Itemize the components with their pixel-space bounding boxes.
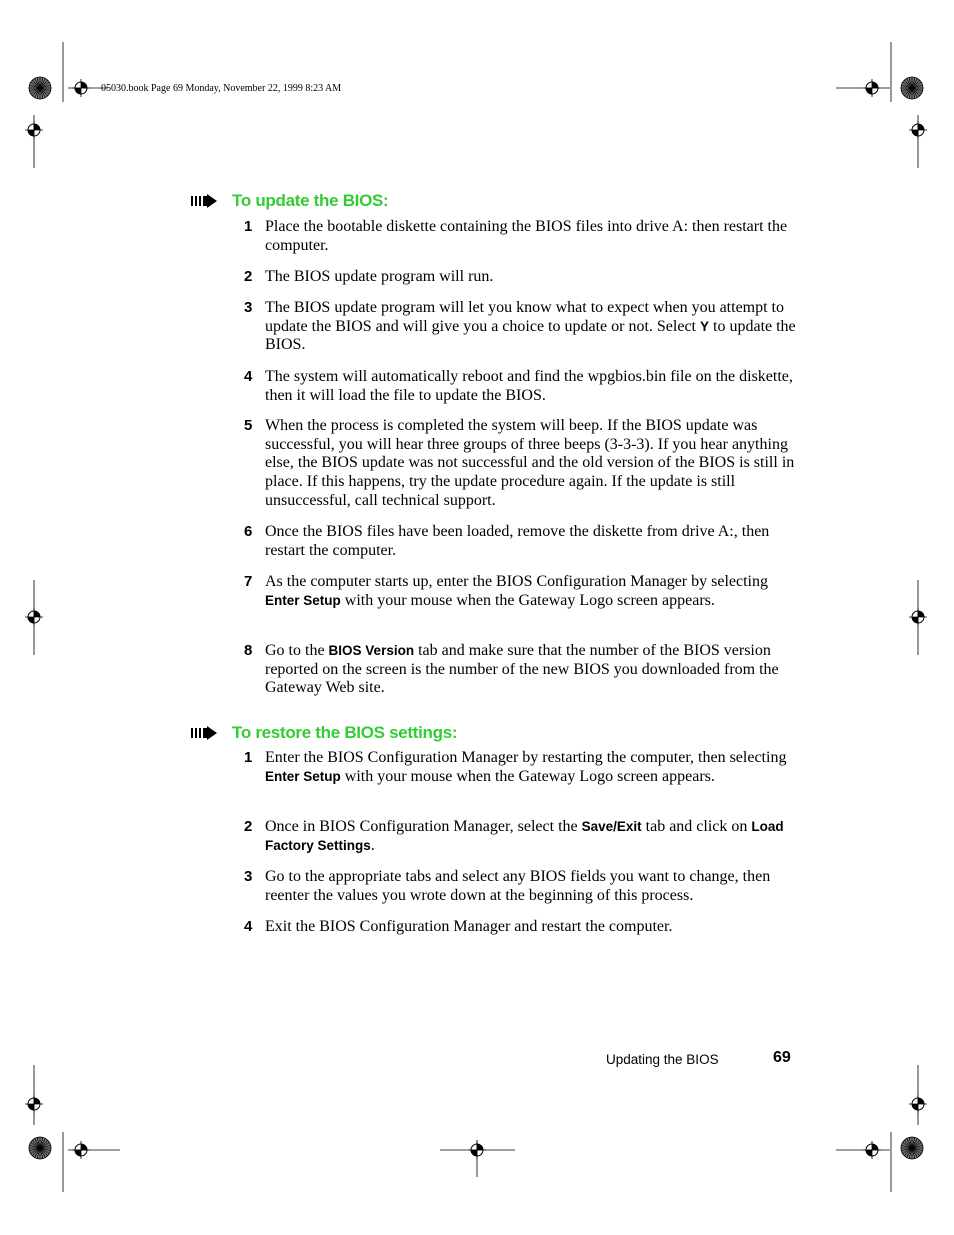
list-item (244, 818, 804, 855)
list-item (244, 868, 804, 905)
list-item (244, 642, 804, 698)
ui-term: Y (700, 318, 710, 334)
crosshair-icon (909, 1095, 927, 1113)
starburst-icon (901, 1137, 923, 1159)
step-number: 2 (244, 818, 253, 835)
section-title-update-bios: To update the BIOS: (232, 191, 389, 210)
step-number: 4 (244, 918, 253, 935)
ui-term: Load Factory Settings (265, 819, 784, 853)
ui-term: Save/Exit (581, 819, 642, 834)
step-text: The BIOS update program will run. (265, 268, 494, 285)
step-text: When the process is completed the system will beep. If the BIOS update was successful, you will hear three groups of three beeps (3-3-3). If you hear anything else, the BIOS update was not successful and the old version of the BIOS is still in place. If this happens, try the update procedure again. If the update is still unsuccessful, call technical support. (265, 417, 795, 509)
arrow-icon (191, 194, 217, 208)
crosshair-icon (909, 608, 927, 626)
step-number: 1 (244, 218, 253, 235)
step-text: Once in BIOS Configuration Manager, select the (265, 818, 582, 835)
crosshair-icon (72, 79, 90, 97)
list-item (244, 218, 804, 255)
starburst-icon (29, 77, 51, 99)
step-text: The system will automatically reboot and find the wpgbios.bin file on the diskette, then it will load the file to update the BIOS. (265, 368, 793, 404)
step-text: Place the bootable diskette containing the BIOS files into drive A: then restart the computer. (265, 218, 788, 254)
list-item (244, 268, 804, 287)
crosshair-icon (468, 1141, 486, 1159)
starburst-icon (29, 1137, 51, 1159)
starburst-icon (901, 77, 923, 99)
step-number: 2 (244, 268, 253, 285)
ui-term: Enter Setup (265, 768, 341, 784)
step-text: with your mouse when the Gateway Logo screen appears. (340, 591, 715, 609)
step-number: 3 (244, 299, 253, 316)
step-number: 4 (244, 368, 253, 385)
arrow-icon (191, 726, 217, 740)
step-text: Once the BIOS files have been loaded, remove the diskette from drive A:, then restart the computer. (265, 523, 770, 559)
crosshair-icon (25, 121, 43, 139)
crosshair-icon (72, 1141, 90, 1159)
list-item (244, 417, 804, 511)
list-item (244, 918, 804, 937)
section-title-restore-bios: To restore the BIOS settings: (232, 723, 458, 742)
list-item (244, 573, 804, 610)
page-number: 69 (773, 1049, 791, 1066)
step-text: to update the BIOS. (265, 317, 796, 354)
crosshair-icon (25, 1095, 43, 1113)
crosshair-icon (863, 1141, 881, 1159)
list-item (244, 523, 804, 560)
list-item (244, 749, 804, 786)
step-text: tab and make sure that the number of the BIOS version reported on the screen is the number of the new BIOS you downloaded from the Gateway Web site. (265, 642, 779, 697)
list-item (244, 299, 804, 355)
step-number: 3 (244, 868, 253, 885)
step-number: 6 (244, 523, 253, 540)
step-text: Go to the appropriate tabs and select any BIOS fields you want to change, then reenter the values you wrote down at the beginning of this process. (265, 868, 771, 904)
ui-term: BIOS Version (328, 643, 415, 658)
step-text: . (370, 836, 375, 854)
step-number: 8 (244, 642, 253, 659)
crosshair-icon (909, 121, 927, 139)
step-text: Exit the BIOS Configuration Manager and restart the computer. (265, 918, 673, 935)
step-text: with your mouse when the Gateway Logo screen appears. (340, 767, 715, 785)
step-text: tab and click on (641, 818, 752, 835)
step-number: 1 (244, 749, 253, 766)
crosshair-icon (863, 79, 881, 97)
footer-section-title: Updating the BIOS (606, 1052, 719, 1067)
step-number: 5 (244, 417, 253, 434)
list-item (244, 368, 804, 405)
step-number: 7 (244, 573, 253, 590)
step-text: As the computer starts up, enter the BIOS Configuration Manager by selecting (265, 573, 768, 590)
ui-term: Enter Setup (265, 592, 341, 608)
crosshair-icon (25, 608, 43, 626)
step-text: The BIOS update program will let you know what to expect when you attempt to update the BIOS and will give you a choice to update or not. Select (265, 299, 784, 335)
book-header-line: 05030.book Page 69 Monday, November 22, 1999 8:23 AM (101, 83, 342, 94)
step-text: Enter the BIOS Configuration Manager by restarting the computer, then selecting (265, 749, 787, 766)
step-text: Go to the (265, 642, 329, 659)
